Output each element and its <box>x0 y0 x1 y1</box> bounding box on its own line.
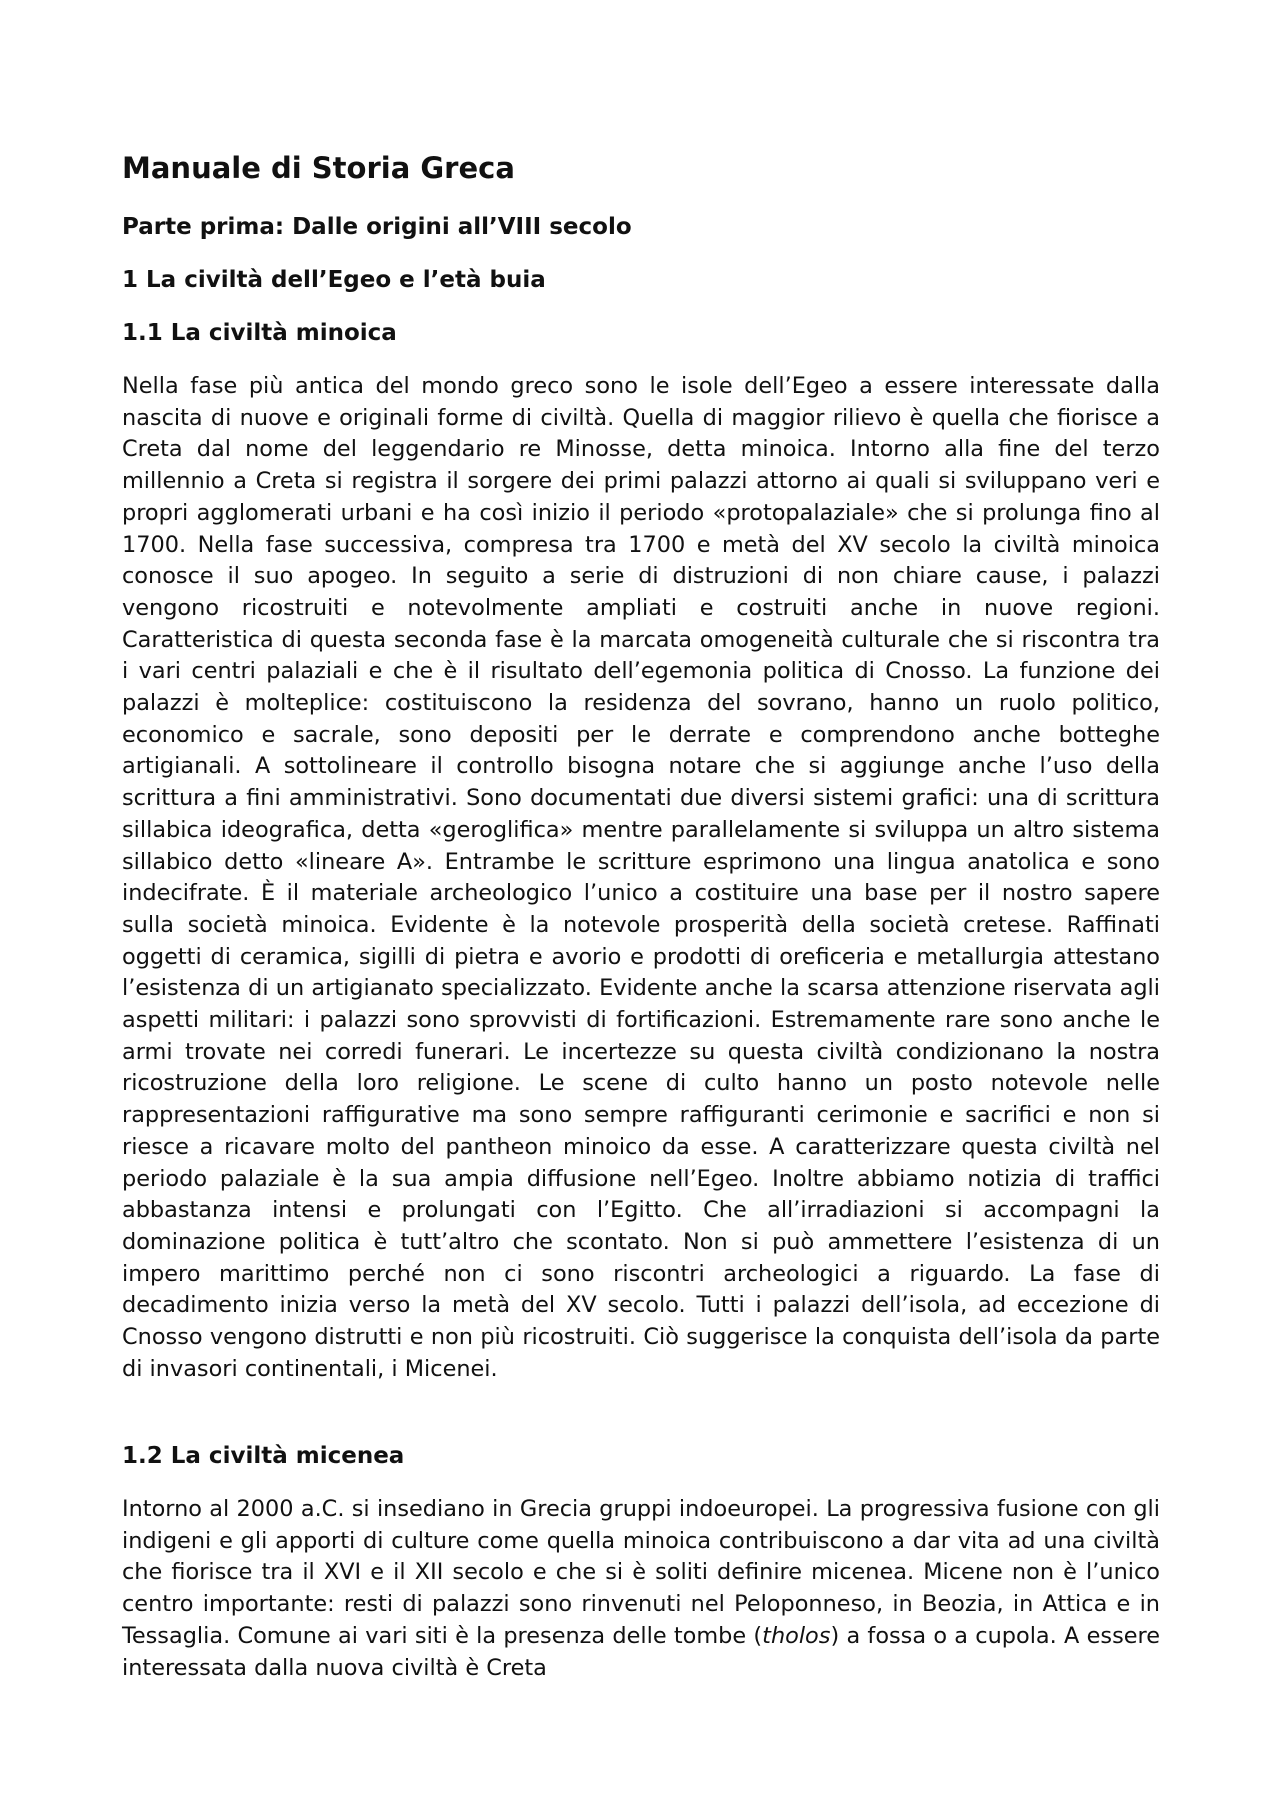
chapter-heading: 1 La civiltà dell’Egeo e l’età buia <box>122 267 546 293</box>
paragraph-text-part: ) a fossa o a cupola. A essere interessata dalla nuova civiltà è Creta <box>122 1622 1160 1681</box>
section-paragraph-micenea <box>122 1494 1160 1684</box>
document-title: Manuale di Storia Greca <box>122 151 515 185</box>
part-heading: Parte prima: Dalle origini all’VIII secolo <box>122 214 632 240</box>
italic-term: tholos <box>762 1622 831 1649</box>
section-paragraph-minoica: Nella fase più antica del mondo greco sono le isole dell’Egeo a essere interessate dalla nascita di nuove e originali forme di civiltà. Quella di maggior rilievo è quella che fiorisce a Creta dal nome del leggendario re Minosse, detta minoica. Intorno alla fine del terzo millennio a Creta si registra il sorgere dei primi palazzi attorno ai quali si sviluppano veri e propri agglomerati urbani e ha così inizio il periodo «protopalaziale» che si prolunga fino al 1700. Nella fase successiva, compresa tra 1700 e metà del XV secolo la civiltà minoica conosce il suo apogeo. In seguito a serie di distruzioni di non chiare cause, i palazzi vengono ricostruiti e notevolmente ampliati e costruiti anche in nuove regioni. Caratteristica di questa seconda fase è la marcata omogeneità culturale che si riscontra tra i vari centri palaziali e che è il risultato dell’egemonia politica di Cnosso. La funzione dei palazzi è molteplice: costituiscono la residenza del sovrano, hanno un ruolo politico, economico e sacrale, sono depositi per le derrate e comprendono anche botteghe artigianali. A sottolineare il controllo bisogna notare che si aggiunge anche l’uso della scrittura a fini amministrativi. Sono documentati due diversi sistemi grafici: una di scrittura sillabica ideografica, detta «geroglifica» mentre parallelamente si sviluppa un altro sistema sillabico detto «lineare A». Entrambe le scritture esprimono una lingua anatolica e sono indecifrate. È il materiale archeologico l’unico a costituire una base per il nostro sapere sulla società minoica. Evidente è la notevole prosperità della società cretese. Raffinati oggetti di ceramica, sigilli di pietra e avorio e prodotti di oreficeria e metallurgia attestano l’esistenza di un artigianato specializzato. Evidente anche la scarsa attenzione riservata agli aspetti militari: i palazzi sono sprovvisti di fortificazioni. Estremamente rare sono anche le armi trovate nei corredi funerari. Le incertezze su questa civiltà condizionano la nostra ricostruzione della loro religione. Le scene di culto hanno un posto notevole nelle rappresentazioni raffigurative ma sono sempre raffiguranti cerimonie e sacrifici e non si riesce a ricavare molto del pantheon minoico da esse. A caratterizzare questa civiltà nel periodo palaziale è la sua ampia diffusione nell’Egeo. Inoltre abbiamo notizia di traffici abbastanza intensi e prolungati con l’Egitto. Che all’irradiazioni si accompagni la dominazione politica è tutt’altro che scontato. Non si può ammettere l’esistenza di un impero marittimo perché non ci sono riscontri archeologici a riguardo. La fase di decadimento inizia verso la metà del XV secolo. Tutti i palazzi dell’isola, ad eccezione di Cnosso vengono distrutti e non più ricostruiti. Ciò suggerisce la conquista dell’isola da parte di invasori continentali, i Micenei. <box>122 373 1160 1382</box>
paragraph-text-part: Intorno al 2000 a.C. si insediano in Grecia gruppi indoeuropei. La progressiva fusione con gli indigeni e gli apporti di culture come quella minoica contribuiscono a dar vita ad una civiltà che fiorisce tra il XVI e il XII secolo e che si è soliti definire micenea. Micene non è l’unico centro importante: resti di palazzi sono rinvenuti nel Peloponneso, in Beozia, in Attica e in Tessaglia. Comune ai vari siti è la presenza delle tombe ( <box>122 1496 1160 1649</box>
section-heading-micenea: 1.2 La civiltà micenea <box>122 1443 405 1469</box>
section-heading-minoica: 1.1 La civiltà minoica <box>122 320 397 346</box>
